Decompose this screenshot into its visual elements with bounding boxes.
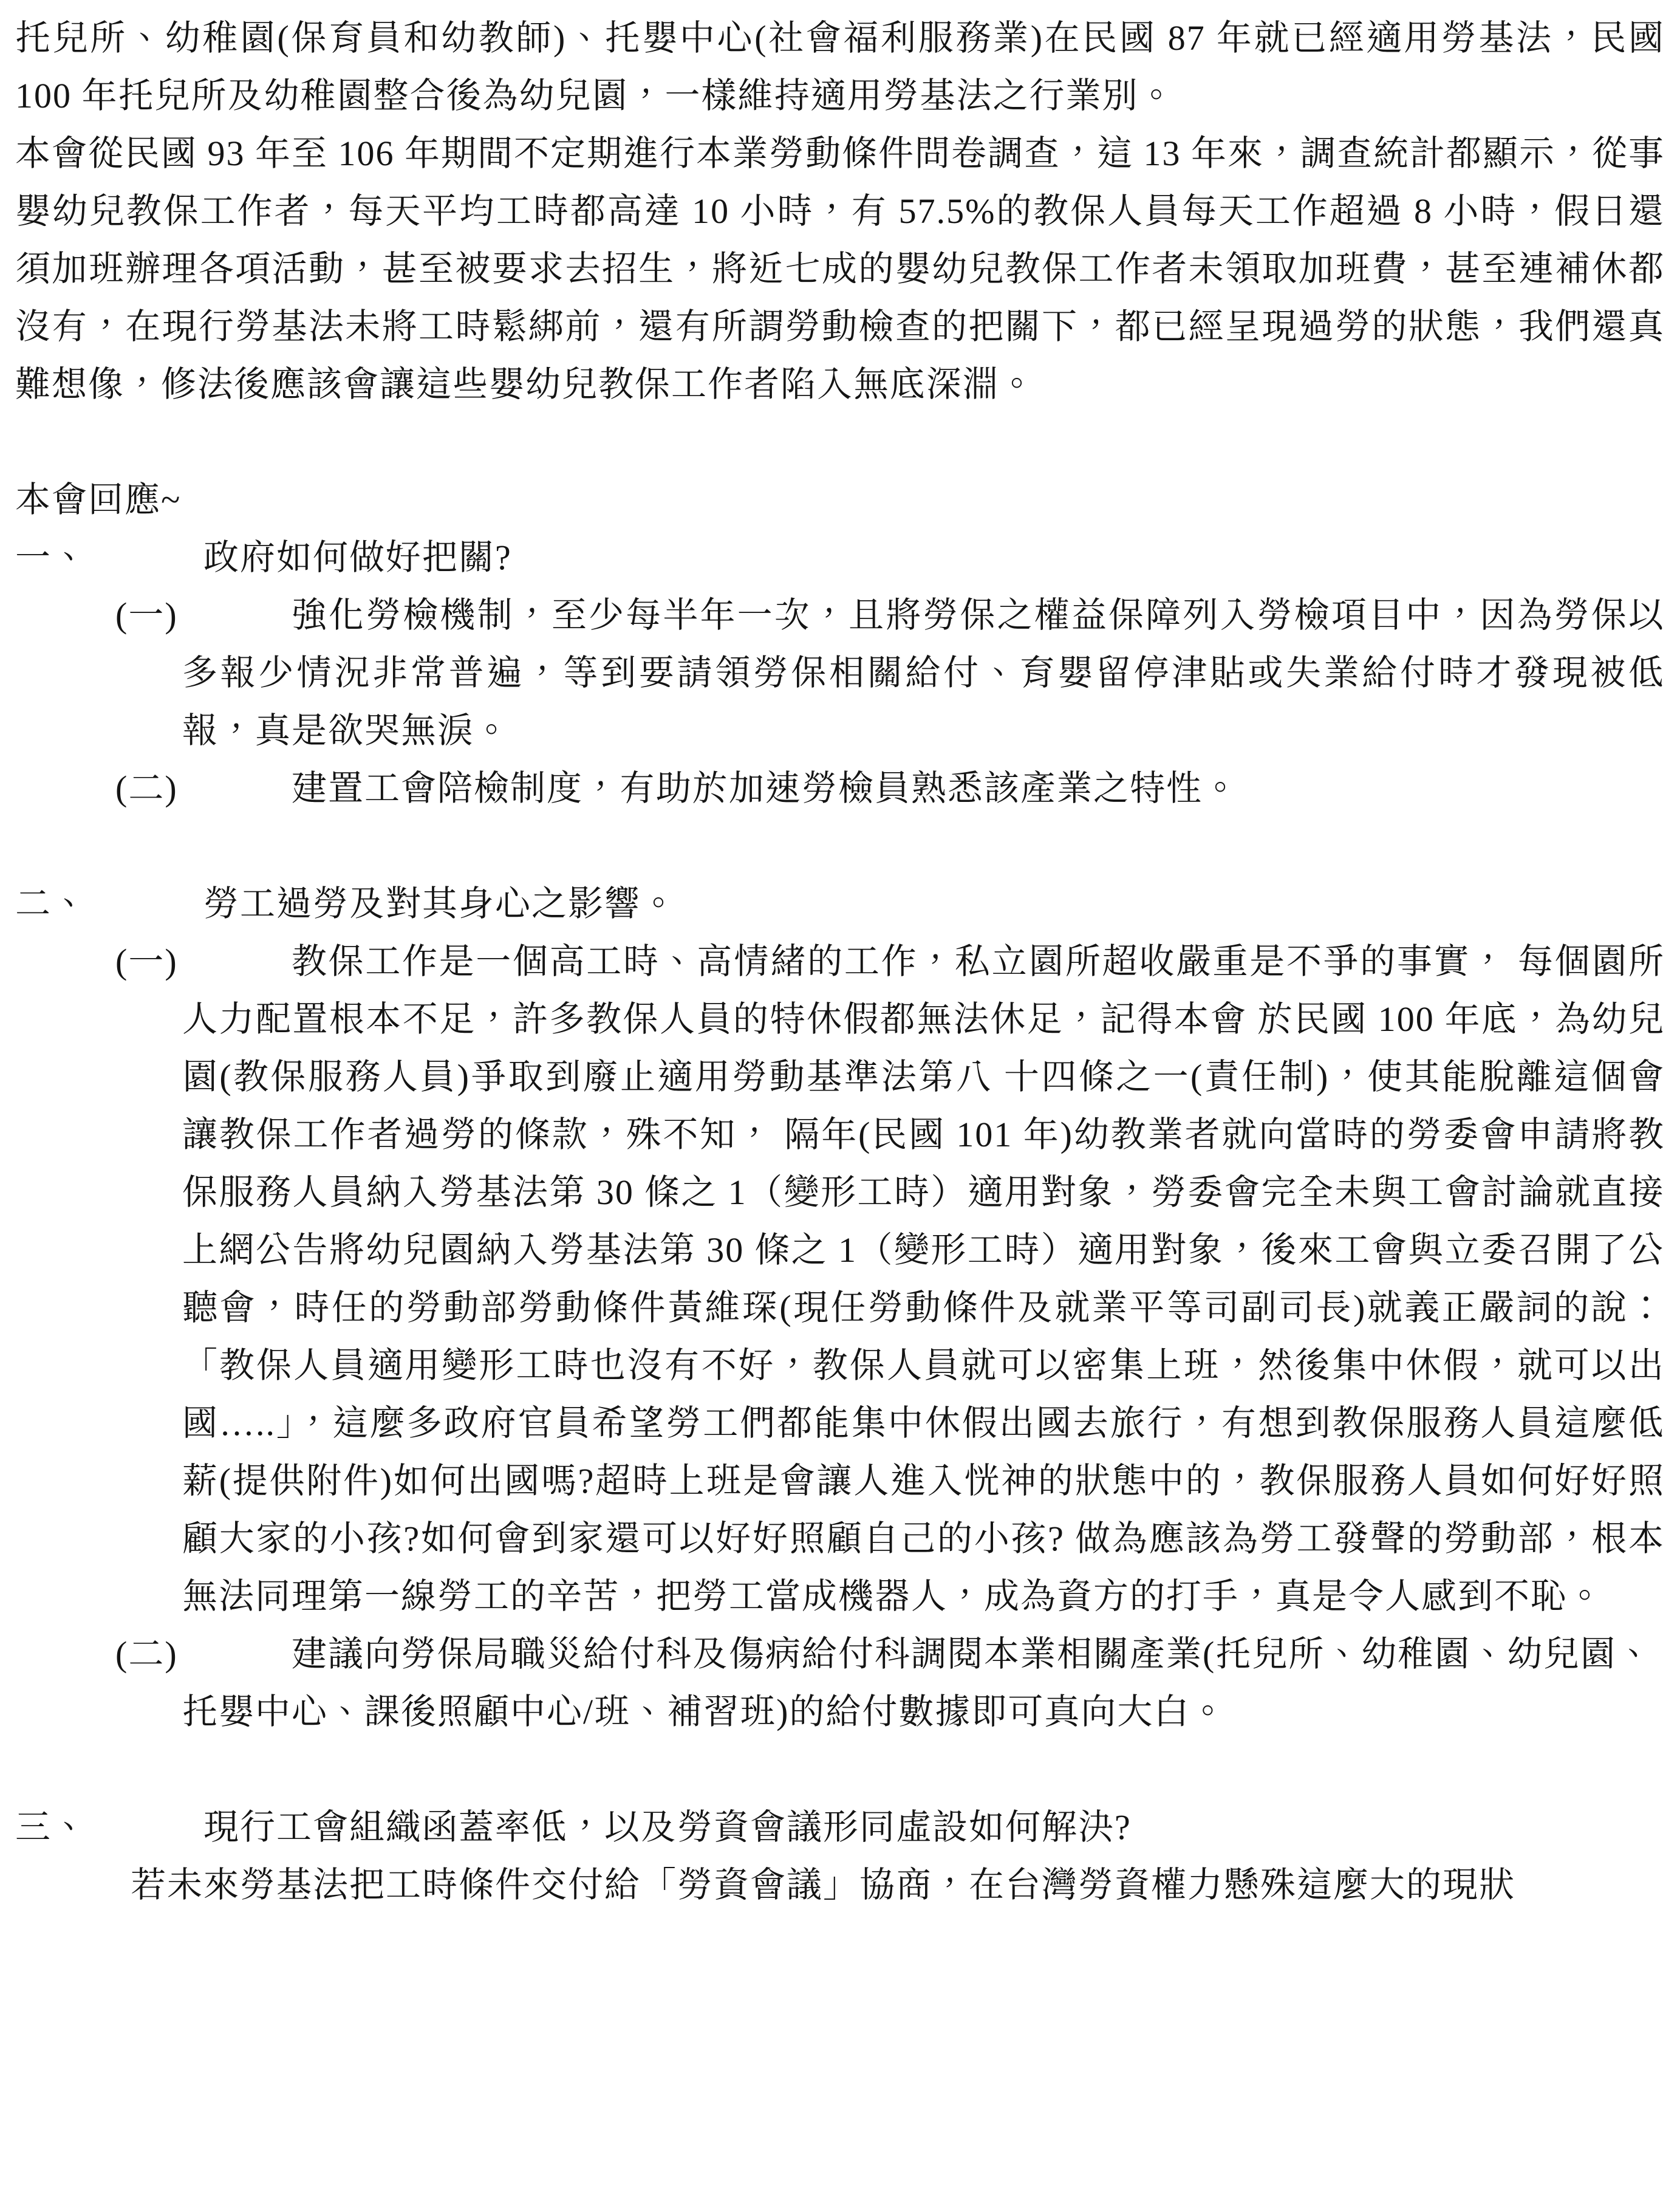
section-2-item-1	[15, 933, 1665, 1625]
section-1-item-2-text: 建置工會陪檢制度，有助於加速勞檢員熟悉該產業之特性。	[292, 769, 1240, 808]
section-1-label: 一、	[15, 538, 89, 577]
section-2-item-2-label: (二)	[115, 1634, 178, 1674]
section-1-item-1	[15, 586, 1665, 759]
section-3-paragraph: 若未來勞基法把工時條件交付給「勞資會議」協商，在台灣勞資權力懸殊這麼大的現狀	[131, 1865, 1516, 1905]
section-1-heading	[15, 529, 1665, 586]
section-2-title: 勞工過勞及對其身心之影響。	[203, 884, 678, 923]
section-1-item-1-text: 強化勞檢機制，至少每半年一次，且將勞保之權益保障列入勞檢項目中，因為勞保以多報少情況非常普遍，等到要請領勞保相關給付、育嬰留停津貼或失業給付時才發現被低報，真是欲哭無淚。	[182, 595, 1665, 750]
section-1	[15, 529, 1665, 817]
response-heading: 本會回應~	[15, 480, 182, 519]
section-2-label: 二、	[15, 884, 89, 923]
section-2-item-2-text: 建議向勞保局職災給付科及傷病給付科調閱本業相關產業(托兒所、幼稚園、幼兒園、	[292, 1634, 1653, 1674]
section-2	[15, 875, 1665, 1741]
section-2-heading	[15, 875, 1665, 933]
section-1-title: 政府如何做好把關?	[203, 538, 512, 577]
intro-paragraph-1: 托兒所、幼稚園(保育員和幼教師)、托嬰中心(社會福利服務業)在民國 87 年就已經適用勞基法，民國 100 年托兒所及幼稚園整合後為幼兒園，一樣維持適用勞基法之行業別。	[15, 18, 1665, 115]
section-1-item-2	[15, 759, 1665, 817]
intro-paragraph-2: 本會從民國 93 年至 106 年期間不定期進行本業勞動條件問卷調查，這 13 年來，調查統計都顯示，從事嬰幼兒教保工作者，每天平均工時都高達 10 小時，有 57.5%的教保人員每天工作超過 8 小時，假日還須加班辦理各項活動，甚至被要求去招生，將近七成的嬰幼兒教保工作者未領取加班費，甚至連補休都沒有，在現行勞基法未將工時鬆綁前，還有所謂勞動檢查的把關下，都已經呈現過勞的狀態，我們還真難想像，修法後應該會讓這些嬰幼兒教保工作者陷入無底深淵。	[15, 134, 1665, 404]
section-2-item-2	[15, 1625, 1665, 1741]
section-2-item-2-text-continued: 托嬰中心、課後照顧中心/班、補習班)的給付數據即可真向大白。	[182, 1692, 1227, 1731]
section-3-label: 三、	[15, 1807, 89, 1847]
section-3	[15, 1798, 1665, 1914]
section-3-title: 現行工會組織函蓋率低，以及勞資會議形同虛設如何解決?	[203, 1807, 1132, 1847]
section-1-item-2-label: (二)	[115, 769, 178, 808]
section-1-item-1-label: (一)	[115, 595, 178, 635]
section-2-item-1-text: 教保工作是一個高工時、高情緒的工作，私立園所超收嚴重是不爭的事實， 每個園所人力配置根本不足，許多教保人員的特休假都無法休足，記得本會 於民國 100 年底，為幼兒園(教保服務人員)爭取到廢止適用勞動基準法第八 十四條之一(責任制)，使其能脫離這個會讓教保工作者過勞的條款，殊不知， 隔年(民國 101 年)幼教業者就向當時的勞委會申請將教保服務人員納入勞基法第 30 條之 1（變形工時）適用對象，勞委會完全未與工會討論就直接上網公告將幼兒園納入勞基法第 30 條之 1（變形工時）適用對象，後來工會與立委召開了公聽會，時任的勞動部勞動條件黃維琛(現任勞動條件及就業平等司副司長)就義正嚴詞的說：「教保人員適用變形工時也沒有不好，教保人員就可以密集上班，然後集中休假，就可以出國…..」，這麼多政府官員希望勞工們都能集中休假出國去旅行，有想到教保服務人員這麼低薪(提供附件)如何出國嗎?超時上班是會讓人進入恍神的狀態中的，教保服務人員如何好好照顧大家的小孩?如何會到家還可以好好照顧自己的小孩? 做為應該為勞工發聲的勞動部，根本無法同理第一線勞工的辛苦，把勞工當成機器人，成為資方的打手，真是令人感到不恥。	[182, 942, 1665, 1616]
section-3-heading	[15, 1798, 1665, 1856]
section-2-item-1-label: (一)	[115, 942, 178, 981]
